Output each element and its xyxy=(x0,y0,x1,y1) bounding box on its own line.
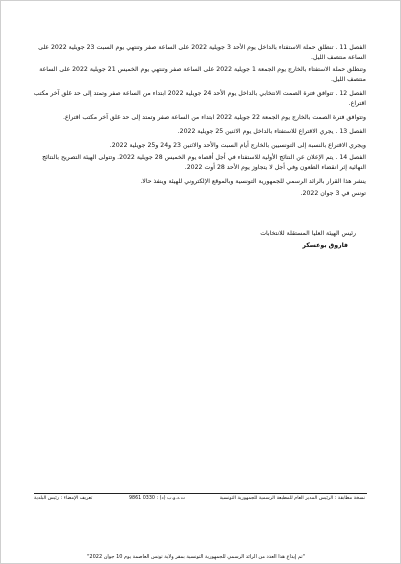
paragraph-article-13: الفصل 13 . يجري الاقتراع للاستفتاء بالداخل يوم الاثنين 25 جويلية 2022. xyxy=(177,128,366,135)
paragraph-article-11: الفصل 11 . تنطلق حملة الاستفتاء بالداخل يوم الأحد 3 جويلية 2022 على الساعة صفر وتنتهي يوم السبت 23 جويلية 2022 على الساعة منتصف الليل. xyxy=(38,44,366,61)
signature-title: رئيس الهيئة العليا المستقلة للانتخابات xyxy=(260,230,356,237)
footer-reference-number: ت.د.و.ب (د) : 0330 9861 xyxy=(129,496,186,501)
paragraph-campaign-abroad: وتنطلق حملة الاستفتاء بالخارج يوم الجمعة 1 جويلية 2022 على الساعة صفر وتنتهي يوم الخميس 21 جويلية 2022 على الساعة منتصف الليل. xyxy=(39,66,366,83)
footer-certified-copy: نسخة مطابقة : الرئيس المدير العام للمطبعة الرسمية للجمهورية التونسية xyxy=(219,496,365,501)
paragraph-article-14: الفصل 14 . يتم الإعلان عن النتائج الأولية للاستفتاء في أجل أقصاه يوم الخميس 28 جويلية 2022. وتتولى الهيئة التصريح بالنتائج النهائية إثر انقضاء الطعون وفي أجل لا يتجاوز يوم الأحد 28 أوت 2022. xyxy=(42,154,366,171)
footer-signature-authentication: تعريف الإمضاء : رئيس البلدية xyxy=(34,496,93,501)
paragraph-publication: ينشر هذا القرار بالرائد الرسمي للجمهورية التونسية وبالموقع الإلكتروني للهيئة وينفذ حالا. xyxy=(140,178,366,185)
deposit-note: "تم إيداع هذا العدد من الرائد الرسمي للجمهورية التونسية بمقر ولاية تونس العاصمة يوم 10 جوان 2022" xyxy=(87,554,305,560)
paragraph-voting-abroad: ويجري الاقتراع بالنسبة إلى التونسيين بالخارج أيام السبت والأحد والاثنين 23 و24 و25 جويلية 2022. xyxy=(109,142,366,149)
footer-divider xyxy=(34,493,367,494)
paragraph-article-12: الفصل 12 . تتوافق فترة الصمت الانتخابي بالداخل يوم الأحد 24 جويلية 2022 ابتداء من الساعة صفر وتمتد إلى حد غلق آخر مكتب اقتراع. xyxy=(33,90,366,107)
paragraph-date-place: تونس في 3 جوان 2022. xyxy=(300,190,366,197)
paragraph-silence-abroad: وتتوافق فترة الصمت بالخارج يوم الجمعة 22 جويلية 2022 ابتداء من الساعة صفر وتمتد إلى حد غلق آخر مكتب اقتراع. xyxy=(63,114,366,121)
signature-name: فاروق بوعسكر xyxy=(302,242,348,249)
